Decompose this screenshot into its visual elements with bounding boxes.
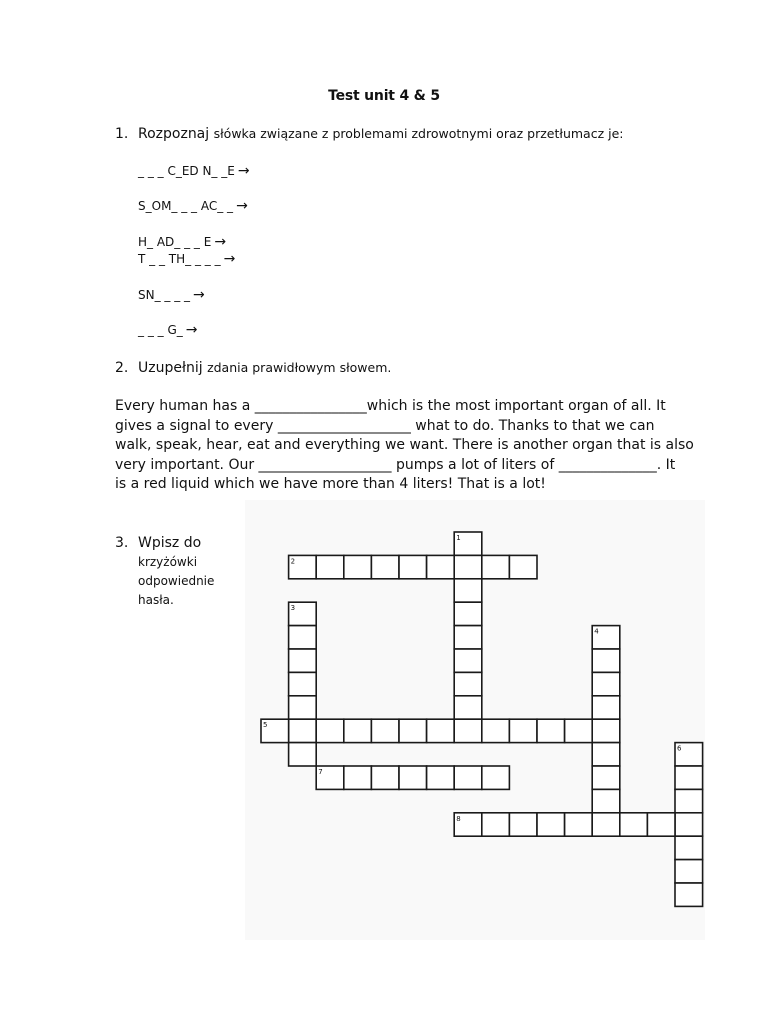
crossword-cell[interactable] <box>675 860 703 883</box>
crossword-cell[interactable] <box>399 719 427 742</box>
clue-number: 2 <box>290 557 296 566</box>
crossword-cell[interactable] <box>675 813 703 836</box>
crossword-cell[interactable] <box>344 719 372 742</box>
crossword-cell[interactable] <box>289 672 317 695</box>
crossword-cell[interactable] <box>371 555 399 578</box>
crossword-cell[interactable] <box>647 813 675 836</box>
crossword-cell[interactable] <box>565 813 593 836</box>
pattern-text: H_ AD_ _ _ E <box>138 235 212 249</box>
paragraph-line: gives a signal to every ___________________ what to do. Thanks to that we can <box>115 417 655 434</box>
crossword-cell[interactable] <box>454 766 482 789</box>
q1-text-rest: słówka związane z problemami zdrowotnymi oraz przetłumacz je: <box>213 126 624 141</box>
crossword-cell[interactable] <box>537 719 565 742</box>
crossword-cell[interactable] <box>482 719 510 742</box>
arrow-right-icon: → <box>237 163 250 179</box>
q3-text-line: odpowiednie <box>138 574 215 588</box>
arrow-right-icon: → <box>193 287 205 303</box>
q3-number: 3. <box>115 535 129 551</box>
crossword-cell[interactable] <box>454 626 482 649</box>
crossword-cell[interactable] <box>565 719 593 742</box>
crossword-cell[interactable] <box>592 743 620 766</box>
crossword-cell[interactable] <box>482 813 510 836</box>
arrow-right-icon: → <box>185 322 198 338</box>
crossword-cell[interactable] <box>427 719 455 742</box>
crossword-cell[interactable] <box>289 626 317 649</box>
q1-text-main: Rozpoznaj <box>138 126 210 142</box>
crossword-cell[interactable] <box>316 719 344 742</box>
pattern-text: S_OM_ _ _ AC_ _ <box>138 199 234 213</box>
q2-number: 2. <box>115 360 129 376</box>
q2-text-main: Uzupełnij <box>138 360 203 376</box>
crossword-cell[interactable] <box>675 883 703 906</box>
q2-text-rest: zdania prawidłowym słowem. <box>207 360 392 375</box>
crossword-cell[interactable] <box>675 789 703 812</box>
clue-number: 7 <box>318 768 323 776</box>
crossword-cell[interactable] <box>344 766 372 789</box>
crossword-cell[interactable] <box>316 555 344 578</box>
crossword-cell[interactable] <box>454 555 482 578</box>
q3-text-line: krzyżówki <box>138 555 198 569</box>
crossword-cell[interactable] <box>592 766 620 789</box>
clue-number: 1 <box>456 534 461 542</box>
crossword-cell[interactable] <box>399 555 427 578</box>
page-title: Test unit 4 & 5 <box>328 88 440 104</box>
crossword-cell[interactable] <box>509 555 537 578</box>
crossword-cell[interactable] <box>592 789 620 812</box>
crossword-cell[interactable] <box>454 649 482 672</box>
q1-number: 1. <box>115 126 129 142</box>
crossword-cell[interactable] <box>675 836 703 859</box>
crossword-cell[interactable] <box>592 813 620 836</box>
crossword-cell[interactable] <box>482 555 510 578</box>
crossword-cell[interactable] <box>509 719 537 742</box>
crossword-cell[interactable] <box>482 766 510 789</box>
crossword-cell[interactable] <box>399 766 427 789</box>
crossword-cell[interactable] <box>371 766 399 789</box>
paragraph-line: very important. Our ___________________ pumps a lot of liters of ______________. It <box>115 456 676 473</box>
pattern-text: SN_ _ _ _ <box>138 288 191 302</box>
arrow-right-icon: → <box>236 198 248 214</box>
crossword-cell[interactable] <box>289 719 317 742</box>
crossword-cell[interactable] <box>371 719 399 742</box>
crossword-cell[interactable] <box>289 696 317 719</box>
crossword-cell[interactable] <box>592 672 620 695</box>
crossword-cell[interactable] <box>454 696 482 719</box>
pattern-text: _ _ _ G_ <box>138 323 183 337</box>
crossword-cell[interactable] <box>454 672 482 695</box>
arrow-right-icon: → <box>223 251 236 267</box>
crossword-cell[interactable] <box>289 649 317 672</box>
clue-number: 3 <box>290 604 296 613</box>
crossword-cell[interactable] <box>592 649 620 672</box>
clue-number: 5 <box>263 721 268 730</box>
crossword-cell[interactable] <box>509 813 537 836</box>
arrow-right-icon: → <box>214 234 227 250</box>
q3-text-line: hasła. <box>138 593 174 607</box>
paragraph-line: walk, speak, hear, eat and everything we want. There is another organ that is also <box>115 437 694 454</box>
crossword-cell[interactable] <box>454 719 482 742</box>
crossword-cell[interactable] <box>620 813 648 836</box>
crossword-cell[interactable] <box>592 696 620 719</box>
crossword-cell[interactable] <box>592 719 620 742</box>
crossword-cell[interactable] <box>675 766 703 789</box>
crossword-cell[interactable] <box>427 555 455 578</box>
q3-text-main: Wpisz do <box>138 535 202 551</box>
pattern-text: _ _ _ C_ED N_ _E <box>138 164 235 178</box>
pattern-text: T _ _ TH_ _ _ _ <box>138 252 221 266</box>
crossword-cell[interactable] <box>289 743 317 766</box>
clue-number: 6 <box>677 744 682 753</box>
clue-number: 4 <box>594 627 599 636</box>
clue-number: 8 <box>456 814 461 823</box>
crossword-cell[interactable] <box>344 555 372 578</box>
crossword-cell[interactable] <box>537 813 565 836</box>
paragraph-line: is a red liquid which we have more than 4 liters! That is a lot! <box>115 476 546 493</box>
crossword-cell[interactable] <box>454 579 482 602</box>
paragraph-line: Every human has a ________________which is the most important organ of all. It <box>115 398 666 414</box>
crossword-cell[interactable] <box>454 602 482 625</box>
crossword-cell[interactable] <box>427 766 455 789</box>
